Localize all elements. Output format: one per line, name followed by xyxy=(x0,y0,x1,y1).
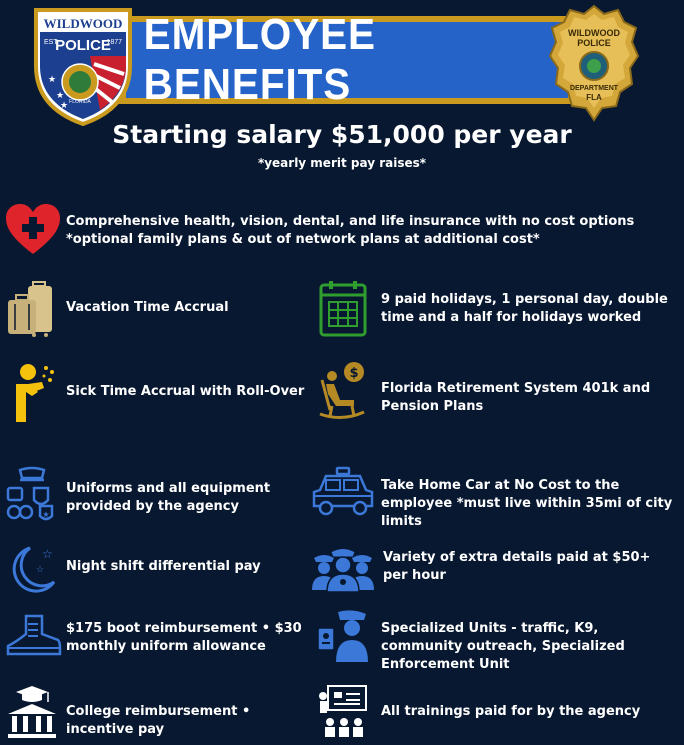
page-title: EMPLOYEE BENEFITS xyxy=(143,10,376,109)
shield-year-text: 1877 xyxy=(106,39,122,46)
badge-bottom-text: DEPARTMENT xyxy=(569,85,619,92)
police-badge-logo xyxy=(546,2,642,124)
benefit-holidays: 9 paid holidays, 1 personal day, double time and a half for holidays worked xyxy=(381,292,668,325)
police-car-icon xyxy=(310,466,376,518)
svg-text:★: ★ xyxy=(42,510,50,519)
title-banner xyxy=(118,10,576,109)
calendar-icon xyxy=(318,280,368,338)
graduation-bank-icon xyxy=(4,684,60,740)
benefit-trainings: All trainings paid for by the agency xyxy=(381,704,641,719)
benefit-night-shift: Night shift differential pay xyxy=(66,559,261,574)
svg-text:★: ★ xyxy=(60,101,69,111)
boot-icon xyxy=(4,612,62,658)
shield-top-text: WILDWOOD xyxy=(43,16,123,31)
shield-name-text: POLICE xyxy=(55,37,111,54)
classroom-icon xyxy=(318,684,370,740)
benefit-health: Comprehensive health, vision, dental, and life insurance with no cost options *optional family plans & out of network plans at additional cost* xyxy=(66,214,635,247)
benefit-uniforms: Uniforms and all equipment provided by the agency xyxy=(66,481,271,514)
officers-group-icon xyxy=(310,544,376,592)
shield-est-text: EST. xyxy=(44,39,59,46)
starting-salary: Starting salary $51,000 per year xyxy=(112,120,572,149)
police-shield-logo xyxy=(30,4,136,128)
sneeze-person-icon xyxy=(8,362,58,424)
moon-stars-icon xyxy=(6,542,58,596)
benefit-extra-details: Variety of extra details paid at $50+ per hour xyxy=(383,550,651,583)
benefit-specialized-units: Specialized Units - traffic, K9, community outreach, Specialized Enforcement Unit xyxy=(381,621,625,672)
salary-note: *yearly merit pay raises* xyxy=(257,156,427,170)
svg-text:★: ★ xyxy=(48,75,57,85)
luggage-icon xyxy=(6,280,58,338)
heart-plus-icon xyxy=(4,202,62,256)
benefit-retirement: Florida Retirement System 401k and Pension Plans xyxy=(381,381,651,414)
badge-top-text: WILDWOOD xyxy=(568,28,620,38)
benefit-college: College reimbursement • incentive pay xyxy=(66,704,251,737)
shield-state-text: FLORIDA xyxy=(69,99,91,105)
police-gear-icon xyxy=(4,466,60,522)
svg-text:$: $ xyxy=(349,366,359,381)
svg-text:☆: ☆ xyxy=(42,547,53,561)
officer-id-icon xyxy=(316,608,372,662)
svg-text:★: ★ xyxy=(56,91,65,101)
rocking-chair-money-icon xyxy=(318,360,370,422)
badge-state-text: FLA xyxy=(586,93,602,102)
benefit-boot-uniform: $175 boot reimbursement • $30 monthly uniform allowance xyxy=(66,621,302,654)
benefit-sick-time: Sick Time Accrual with Roll-Over xyxy=(66,384,305,399)
svg-text:☆: ☆ xyxy=(36,565,45,575)
benefit-take-home-car: Take Home Car at No Cost to the employee *must live within 35mi of city limits xyxy=(381,478,673,529)
title-banner-inner xyxy=(126,10,568,109)
badge-name-text: POLICE xyxy=(577,38,611,48)
benefit-vacation: Vacation Time Accrual xyxy=(66,300,229,315)
